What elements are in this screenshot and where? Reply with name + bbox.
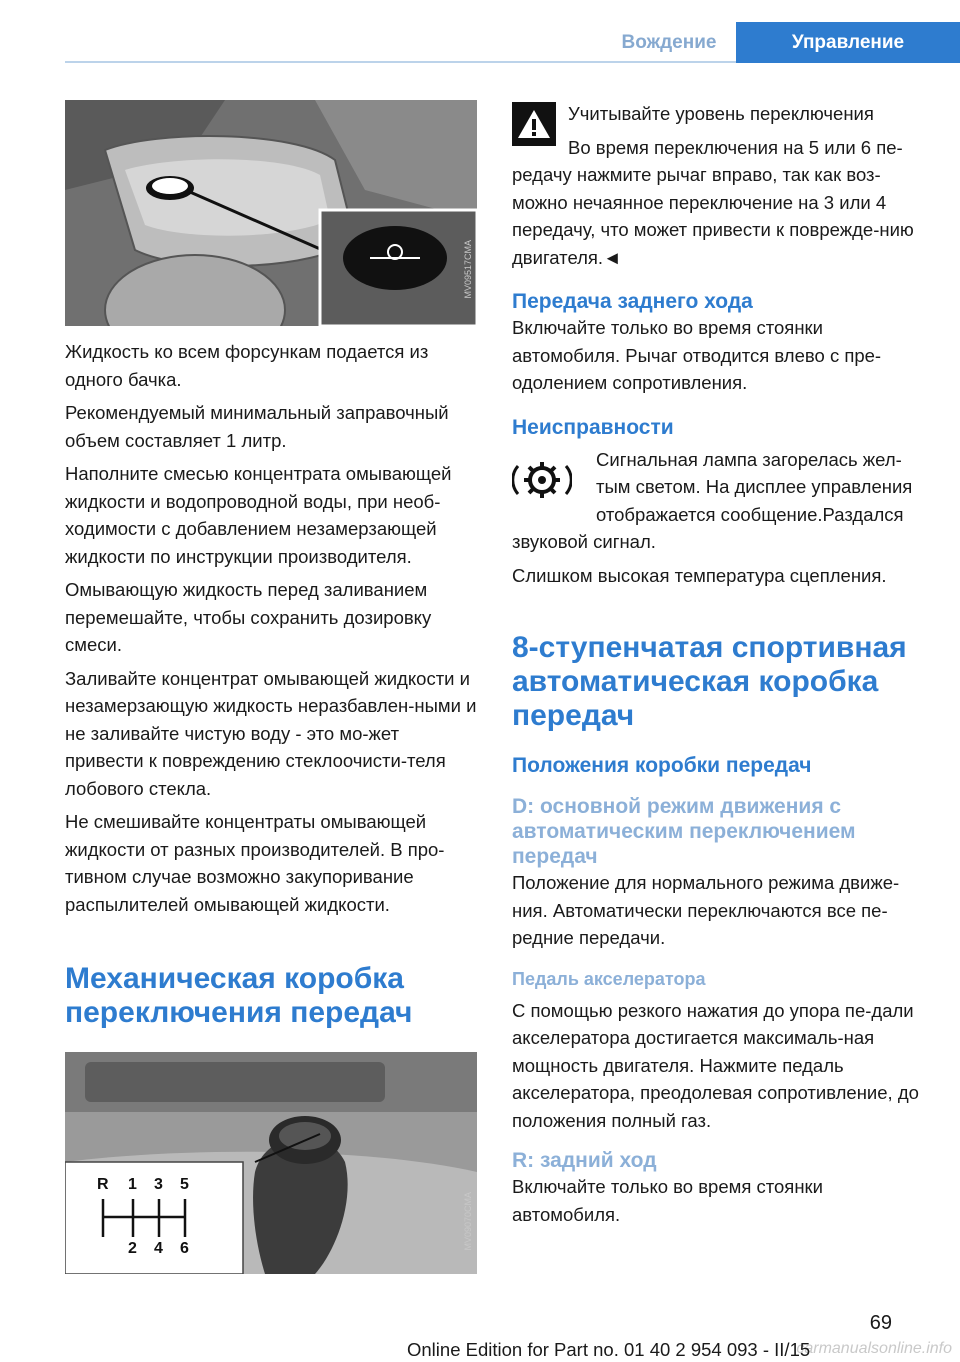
section-heading-manual: Механическая коробка переключения передач [65, 962, 413, 1029]
gear-label: 3 [154, 1176, 163, 1193]
washer-reservoir-figure [65, 100, 477, 326]
warning-block [512, 100, 924, 271]
paragraph: Положение для нормального режима движе-ния. Автоматически переключаются все пе-редние передачи. [512, 872, 900, 948]
gear-label: R [97, 1176, 109, 1193]
figure-code: MV09070CMA [463, 1192, 473, 1251]
paragraph: Включайте только во время стоянки автомобиля. Рычаг отводится влево с пре-одолением сопротивления. [512, 317, 882, 393]
fault-lamp-text: Сигнальная лампа загорелась жел-тым светом. На дисплее управления отображается сообщение.Раздался [596, 448, 913, 525]
paragraph: Заливайте концентрат омывающей жидкости и незамерзающую жидкость неразбавлен-ными и не заливайте чистую воду - это мо-жет привести к повреждению стеклоочисти-теля лобового стекла. [65, 667, 477, 799]
paragraph: С помощью резкого нажатия до упора пе-дали акселератора достигается максималь-ная мощность двигателя. Нажмите педаль акселератора, преодолевая сопротивление, до положения полный газ. [512, 999, 919, 1131]
gear-label: 6 [180, 1240, 189, 1257]
paragraph: Рекомендуемый минимальный заправочный объем составляет 1 литр. [65, 402, 449, 451]
washer-reservoir-illustration [65, 100, 477, 326]
tab-current[interactable]: Управление [736, 22, 960, 63]
heading-d-mode: D: основной режим движения с автоматическим переключением передач [512, 795, 856, 868]
warning-title: Учитывайте уровень переключения [568, 103, 874, 124]
heading-faults: Неисправности [512, 415, 674, 439]
gear-label: 5 [180, 1176, 189, 1193]
paragraph: Не смешивайте концентраты омывающей жидкости от разных производителей. В про-тивном случае возможно закупоривание распылителей омывающей жидкости. [65, 811, 445, 915]
gear-lever-illustration [65, 1052, 477, 1274]
warning-icon [512, 102, 556, 146]
gear-label: 4 [154, 1240, 163, 1257]
paragraph: Жидкость ко всем форсункам подается из одного бачка. [65, 341, 429, 390]
footer [0, 1308, 960, 1362]
heading-reverse-gear: Передача заднего хода [512, 290, 753, 313]
heading-gear-positions: Положения коробки передач [512, 754, 812, 777]
left-column [65, 100, 477, 1274]
right-column [512, 100, 924, 1234]
heading-accelerator: Педаль акселератора [512, 968, 706, 989]
warning-text: Во время переключения на 5 или 6 пе-редачу нажмите рычаг вправо, так как воз-можно нечаянное переключение на 3 или 4 передачу, что может привести к поврежде-нию двигателя.◄ [512, 136, 914, 268]
paragraph: Омывающую жидкость перед заливанием перемешайте, чтобы сохранить дозировку смеси. [65, 579, 432, 655]
paragraph: Включайте только во время стоянки автомобиля. [512, 1176, 823, 1225]
transmission-warning-lamp-icon [512, 454, 572, 506]
page-number: 69 [869, 1312, 892, 1334]
heading-r-mode: R: задний ход [512, 1149, 657, 1172]
paragraph: Слишком высокая температура сцепления. [512, 564, 887, 586]
gear-lever-figure [65, 1052, 477, 1274]
fault-lamp-block [512, 446, 924, 529]
section-heading-automatic: 8-ступенчатая спортивная автоматическая коробка передач [512, 631, 907, 732]
figure-code: MV09517CMA [463, 240, 473, 299]
gear-label: 1 [128, 1176, 137, 1193]
gear-label: 2 [128, 1240, 137, 1257]
edition-text: Online Edition for Part no. 01 40 2 954 093 - II/15 [407, 1339, 811, 1360]
watermark: carmanualsonline.info [796, 1340, 952, 1357]
tab-section[interactable]: Вождение [621, 31, 717, 53]
paragraph: Наполните смесью концентрата омывающей жидкости и водопроводной воды, при необ-ходимости с добавлением незамерзающей жидкости по инструкции производителя. [65, 463, 452, 567]
paragraph: звуковой сигнал. [512, 531, 656, 552]
